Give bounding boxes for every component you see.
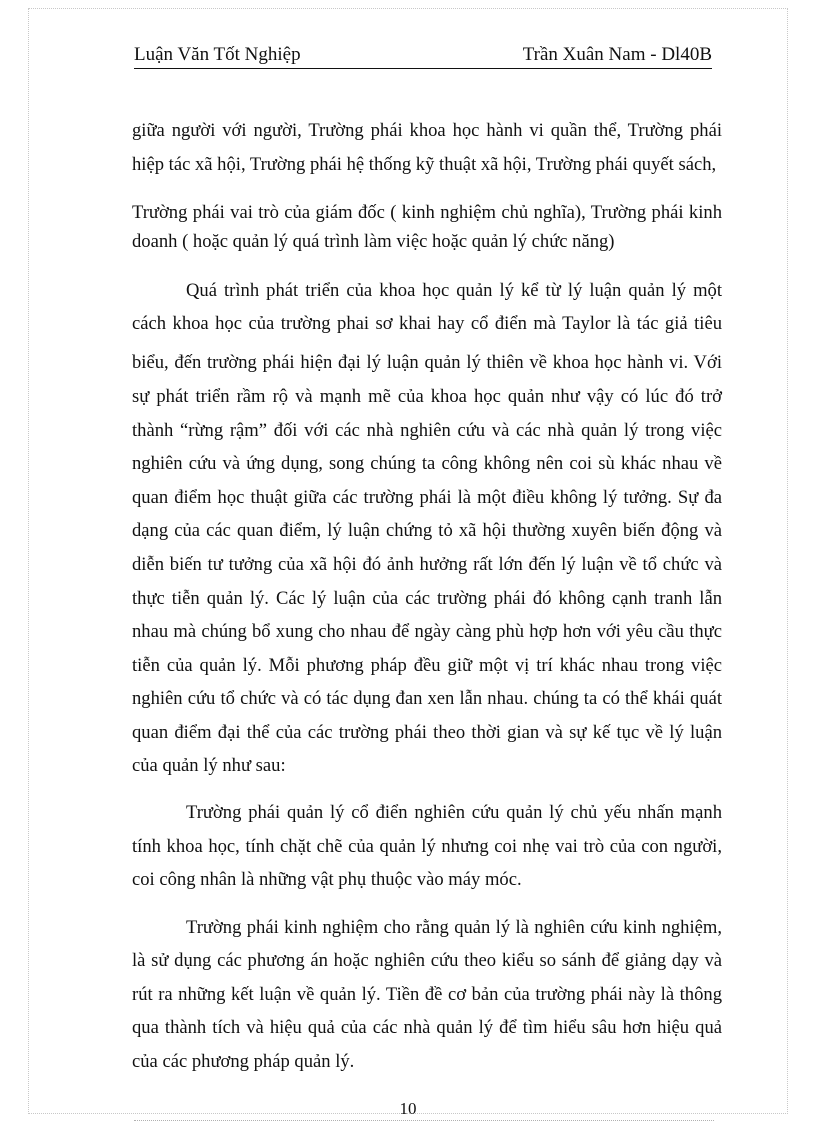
paragraph-line: qua thành tích và hiệu quả của các nhà quản lý để tìm hiểu sâu hơn hiệu quả	[132, 1017, 722, 1038]
paragraph-line: hiệp tác xã hội, Trường phái hệ thống kỹ thuật xã hội, Trường phái quyết sách,	[132, 154, 717, 175]
paragraph-line: thực tiễn quản lý. Các lý luận của các trường phái đó không cạnh tranh lẫn	[132, 588, 722, 609]
page-number: 10	[399, 1099, 417, 1118]
paragraph-line: cách khoa học của trường phai sơ khai hay cổ điển mà Taylor là tác giả tiêu	[132, 313, 722, 334]
paragraph-line: coi công nhân là những vật phụ thuộc vào máy móc.	[132, 869, 522, 890]
paragraph-line: diễn biến tư tưởng của xã hội đó ảnh hưởng rất lớn đến lý luận về tổ chức và	[132, 554, 722, 575]
header-author: Trần Xuân Nam - Dl40B	[522, 44, 712, 65]
paragraph-line: là sử dụng các phương án hoặc nghiên cứu theo kiểu so sánh để giảng dạy và	[132, 950, 722, 971]
paragraph-line: sự phát triển rầm rộ và mạnh mẽ của khoa học quản như vậy có lúc đó trở	[132, 386, 722, 407]
paragraph-line: giữa người với người, Trường phái khoa học hành vi quần thể, Trường phái	[132, 120, 722, 141]
paragraph-line: quan điểm đại thể của các trường phái theo thời gian và sự kế tục về lý luận	[132, 722, 722, 743]
paragraph-line: tính khoa học, tính chặt chẽ của quản lý nhưng coi nhẹ vai trò của con người,	[132, 836, 722, 857]
paragraph-line: dạng của các quan điểm, lý luận chứng tỏ xã hội thường xuyên biến động và	[132, 520, 722, 541]
paragraph-line: thành “rừng rậm” đối với các nhà nghiên cứu và các nhà quản lý trong việc	[132, 420, 722, 441]
footer-rule	[134, 1120, 714, 1121]
paragraph-line: nghiên cứu và ứng dụng, song chúng ta công không nên coi sù khác nhau về	[132, 453, 722, 474]
running-header	[134, 44, 712, 69]
paragraph-line: nghiên cứu tổ chức và có tác dụng đan xen lẫn nhau. chúng ta có thể khái quát	[132, 688, 722, 709]
paragraph-line: của quản lý như sau:	[132, 755, 286, 776]
paragraph-line: rút ra những kết luận về quản lý. Tiền đề cơ bản của trường phái này là thông	[132, 984, 722, 1005]
paragraph-line: Trường phái quản lý cổ điển nghiên cứu quản lý chủ yếu nhấn mạnh	[186, 802, 722, 823]
paragraph-line: nhau mà chúng bổ xung cho nhau để ngày càng phù hợp hơn với yêu cầu thực	[132, 621, 722, 642]
paragraph-line: biểu, đến trường phái hiện đại lý luận quản lý thiên về khoa học hành vi. Với	[132, 352, 722, 373]
paragraph-line: Quá trình phát triển của khoa học quản lý kể từ lý luận quản lý một	[186, 280, 722, 301]
paragraph-line: doanh ( hoặc quản lý quá trình làm việc hoặc quản lý chức năng)	[132, 231, 615, 252]
paragraph-line: tiễn của quản lý. Mỗi phương pháp đều giữ một vị trí khác nhau trong việc	[132, 655, 722, 676]
paragraph-line: Trường phái vai trò của giám đốc ( kinh nghiệm chủ nghĩa), Trường phái kinh	[132, 202, 722, 223]
paragraph-line: của các phương pháp quản lý.	[132, 1051, 355, 1072]
paragraph-line: quan điểm học thuật giữa các trường phái là một điều không lý tưởng. Sự đa	[132, 487, 722, 508]
paragraph-line: Trường phái kinh nghiệm cho rằng quản lý là nghiên cứu kinh nghiệm,	[186, 917, 722, 938]
header-thesis-title: Luận Văn Tốt Nghiệp	[134, 44, 301, 65]
